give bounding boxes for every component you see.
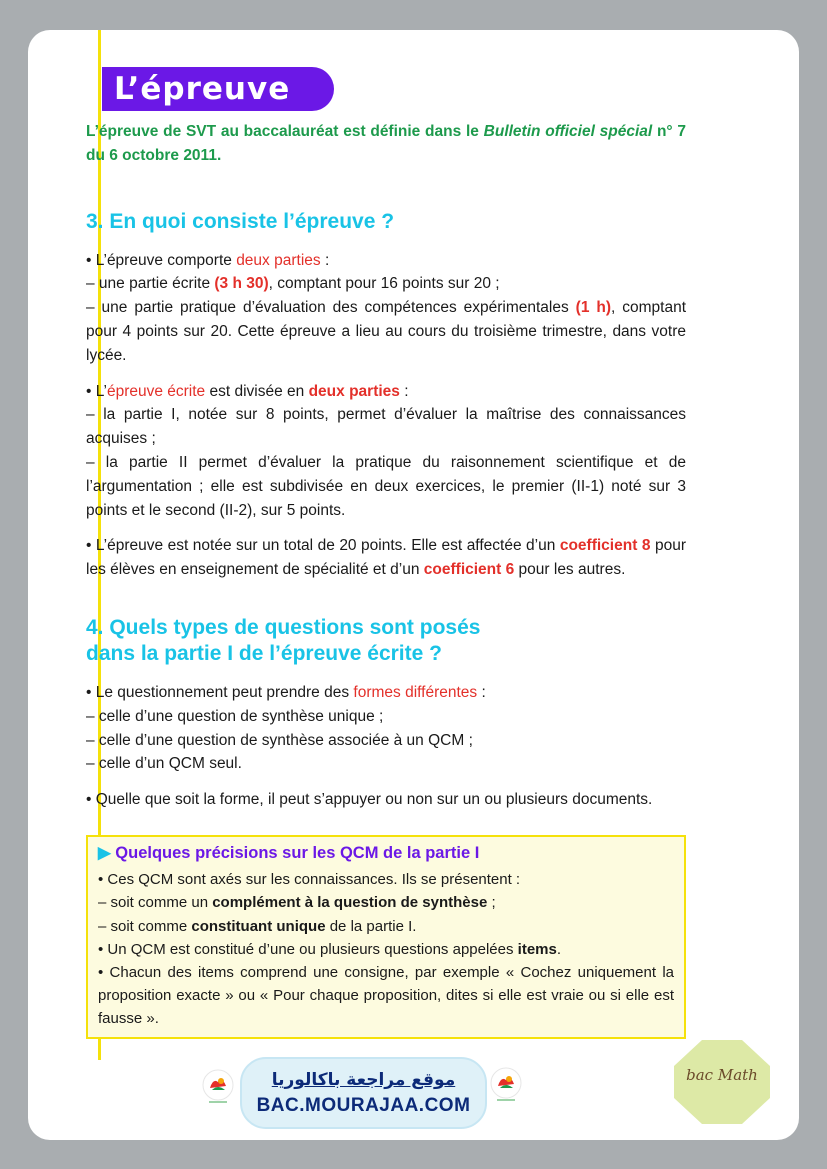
highlight: épreuve écrite: [106, 382, 206, 400]
text: • Un QCM est constitué d’une ou plusieurs questions appelées: [98, 940, 518, 958]
box-title-text: Quelques précisions sur les QCM de la partie I: [115, 844, 480, 862]
highlight: coefficient 6: [423, 561, 515, 579]
section-3-para-3: [86, 534, 686, 582]
intro-paragraph: [86, 120, 686, 168]
intro-italic: Bulletin officiel spécial: [483, 123, 653, 140]
text: • Le questionnement peut prendre des: [86, 683, 354, 701]
text: pour les élèves en enseignement de spécialité et d’un: [86, 537, 686, 579]
highlight: (1 h): [575, 299, 612, 317]
text: , comptant pour 4 points sur 20. Cette épreuve a lieu au cours du troisième trimestre, dans votre lycée.: [86, 299, 686, 364]
highlight: deux parties: [308, 382, 400, 400]
bac-math-badge: [672, 1038, 772, 1126]
text: , comptant pour 16 points sur 20 ;: [268, 275, 500, 293]
text: :: [399, 382, 409, 400]
footer-arabic-title[interactable]: موقع مراجعة باكالوريا: [271, 1070, 456, 1090]
section-4-para-1: [86, 681, 686, 776]
bold-text: complément à la question de synthèse: [212, 894, 488, 912]
section-3-para-1: [86, 249, 686, 368]
text: • L’épreuve est notée sur un total de 20 points. Elle est affectée d’un: [86, 537, 560, 555]
text: de la partie I.: [325, 917, 417, 935]
qcm-box-text: [98, 868, 674, 1030]
triangle-icon: ▶: [98, 844, 111, 862]
text: – la partie I, notée sur 8 points, permet d’évaluer la maîtrise des connaissances acquises ;: [86, 406, 686, 448]
main-content: [86, 120, 686, 812]
intro-text-2: n° 7 du 6 octobre 2011.: [86, 123, 686, 164]
section-4-heading: [86, 615, 686, 667]
text: • Chacun des items comprend une consigne, par exemple « Cochez uniquement la proposition exacte » ou « Pour chaque proposition, dites si elle est vraie ou si elle est fausse ».: [98, 964, 674, 1028]
highlight: formes différentes: [353, 683, 478, 701]
text: .: [556, 940, 562, 958]
site-logo-icon: [201, 1068, 235, 1108]
text: – une partie écrite: [86, 275, 215, 293]
qcm-box-title: [98, 842, 674, 865]
text: est divisée en: [205, 382, 309, 400]
text: – une partie pratique d’évaluation des compétences expérimentales: [86, 299, 576, 317]
text: pour les autres.: [514, 561, 626, 579]
text: – la partie II permet d’évaluer la pratique du raisonnement scientifique et de l’argumentation ; elle est subdivisée en deux exercices, le premier (II-1) noté sur 3 points et le second (II-2), sur 5 points.: [86, 453, 686, 519]
footer-banner[interactable]: [240, 1057, 487, 1129]
heading-line: dans la partie I de l’épreuve écrite ?: [86, 641, 442, 665]
highlight: coefficient 8: [559, 537, 651, 555]
list-item: – celle d’un QCM seul.: [86, 755, 242, 773]
text: • Ces QCM sont axés sur les connaissances. Ils se présentent :: [98, 871, 521, 889]
qcm-info-box: [86, 835, 686, 1039]
highlight: (3 h 30): [214, 275, 269, 293]
section-4-para-2: • Quelle que soit la forme, il peut s’appuyer ou non sur un ou plusieurs documents.: [86, 791, 653, 809]
text: – soit comme un: [98, 894, 213, 912]
text: • L’épreuve comporte: [86, 251, 237, 269]
site-logo-icon: [489, 1066, 523, 1106]
highlight: deux parties: [236, 251, 321, 269]
heading-line: 4. Quels types de questions sont posés: [86, 615, 481, 639]
title-tab: [102, 67, 334, 111]
text: • L’: [86, 382, 107, 400]
text: – soit comme: [98, 917, 192, 935]
text: :: [477, 683, 486, 701]
bold-text: items: [517, 940, 557, 958]
footer-url[interactable]: BAC.MOURAJAA.COM: [256, 1095, 471, 1116]
section-3-heading: 3. En quoi consiste l’épreuve ?: [86, 209, 395, 233]
list-item: – celle d’une question de synthèse unique ;: [86, 707, 384, 725]
section-3-para-2: [86, 380, 686, 523]
text: :: [320, 251, 330, 269]
list-item: – celle d’une question de synthèse associée à un QCM ;: [86, 731, 473, 749]
bold-text: constituant unique: [191, 917, 326, 935]
page-title: L’épreuve: [114, 71, 291, 107]
badge-text: bac Math: [686, 1066, 758, 1084]
intro-text-1: L’épreuve de SVT au baccalauréat est définie dans le: [86, 123, 484, 140]
text: ;: [487, 894, 496, 912]
